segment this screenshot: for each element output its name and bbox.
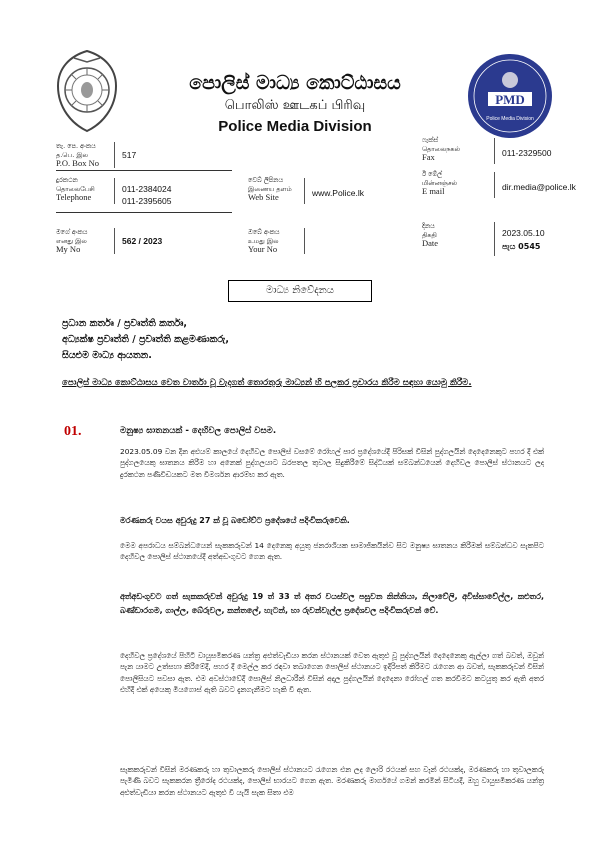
date-value: 2023.05.10	[502, 228, 545, 238]
section-heading: මනුෂ්‍ය ඝාතනයක් - දෙහිවල පොලිස් වසම.	[120, 426, 277, 436]
paragraph-3: මෙම අපරාධය සම්බන්ධයෙන් සැකකරුවන් 14 දෙනෙකු අයුතු ජනරාශියක සාමාජිකයින්ව සිට මනුෂ්‍ය ඝාතනය කිරීමක් සම්බන්ධව සැකපිට දෙහිවල පොලිස් ස්ථානයේදී අත්අඩංගුවට ගෙන ඇත.	[120, 541, 544, 562]
fax-label: ෆැක්ස් தொலைநகல் Fax	[422, 136, 460, 162]
paragraph-6: සැකකරුවන් විසින් මරණකරු හා තුවාලකරු පොලිස් ස්ථානයට රැගෙන එන ලද ලොරි රථයක් සහ වෑන් රථයක්ද, මරණකරු හා තුවාලකරු පැමිණි බවට සැකකරන ත්‍රීරෝද රථයක්ද, පොලිස් භාරයට ගෙන ඇත. මරණකරු මාර්ගයේ ගමන් කරමින් සිටියදී, ඔහු වායුසමීකරණ යන්ත්‍ර අළුත්වැඩියා කරන ස්ථානයට ඇතුළු වී යැයි සැක සිතා එම	[120, 765, 544, 797]
section-number: 01.	[64, 424, 82, 439]
recipient-2: අධ්‍යක්ෂ ප්‍රවෘත්ති / ප්‍රවෘත්ති කළමණාකරු,	[62, 334, 229, 345]
pobox-label: තැ. පෙ. අංකය த.பெ. இல P.O. Box No	[56, 142, 99, 168]
header-title-sinhala: පොලිස් මාධ්‍ය කොට්ඨාසය	[189, 72, 401, 94]
paragraph-1: 2023.05.09 වන දින අළුයම් කාලයේ දෙහිවල පොලිස් වසමේ රෝහල් පාර ප්‍රදේශයේදී පිරිසක් විසින් පුද්ගලයින් දෙදෙනෙකුට පහර දී එක් පුද්ගලයෙකු ඝාතනය කිරීම හා අනෙක් පුද්ගලයාට බරපතල තුවාල සිදුකිරීමේ සිද්ධියක් සම්බන්ධයෙන් දෙහිවල පොලිස් ස්ථානයට ලද දුරකථන පණිවිඩයකට මත විමර්ශන ආරම්භ කර ඇත.	[120, 447, 544, 479]
pmd-logo-ring-text: Police Media Division	[486, 116, 534, 122]
recipient-3: සියළුම මාධ්‍ය ආයතන.	[62, 350, 152, 361]
website-label: වෙබ් ලිපිනය இணைய தளம் Web Site	[248, 176, 292, 202]
paragraph-2: මරණකරු වයස අවුරුදු 27 ක් වූ බඩෝව්ට ප්‍රදේශයේ පදිංචිකරුවෙකි.	[120, 516, 350, 525]
header-title-tamil: பொலிஸ் ஊடகப் பிரிவு	[224, 98, 366, 113]
time-value: පැය 0545	[502, 242, 541, 251]
myno-label: මගේ අංකය எனது இல My No	[56, 228, 88, 254]
pmd-logo-icon	[466, 52, 554, 140]
fax-value: 011-2329500	[502, 148, 552, 158]
paragraph-4: අත්අඩංගුවට ගත් සැකකරුවන් අවුරුදු 19 ත් 33 ත් අතර වයස්වල පසුවන කින්නියා, නිලාවේලි, අවිස්සාවේල්ල, කළුතර, බණ්ඩාරගම, ගාල්ල, බේරුවල, කන්තලේ, හැටන්, හා රුවන්වැල්ල ප්‍රදේශවල පදිංචිකරුවන් වේ.	[120, 592, 544, 615]
email-value: dir.media@police.lk	[502, 182, 576, 192]
myno-value: 562 / 2023	[122, 236, 163, 246]
website-value: www.Police.lk	[312, 188, 364, 198]
header-title-english: Police Media Division	[218, 118, 372, 135]
police-emblem-icon	[52, 48, 122, 134]
email-label: ඊ මේල් மின்னஞ்சல் E mail	[422, 170, 457, 196]
telephone-value-1: 011-2384024	[122, 184, 172, 194]
pobox-value: 517	[122, 150, 137, 160]
notice-title: මාධ්‍ය නිවේදනය	[228, 280, 372, 302]
subject-line: පොලිස් මාධ්‍ය කොට්ඨාසය වෙත වාර්තා වූ වැදගත් තොරතුරු මාධ්‍යන් හි පලකර ප්‍රචාරය කිරීම සඳහා යොමු කිරීම.	[62, 378, 472, 388]
telephone-value-2: 011-2395605	[122, 196, 172, 206]
yourno-label: ඔබේ අංකය உமது இல Your No	[248, 228, 280, 254]
recipient-1: ප්‍රධාන කර්තෘ / ප්‍රවෘත්ති කර්තෘ,	[62, 318, 188, 329]
paragraph-5: දෙහිවල ප්‍රදේශයේ පිහිටි වායුසමීකරණ යන්ත්‍ර අළුත්වැඩියා කරන ස්ථානයක් වෙත ඇතුළු වූ පුද්ගලයින් දෙදෙනෙකු ඇල්ලා ගත් බවත්, ඔවුන් පැන යාමට උත්සහා කිරීමේදී, පහර දී මෙල්ල කර රඳවා තබාගෙන පොලිස් ස්ථානයට ඉදිරිපත් කිරීමට රැගෙන ආ බවත්, සැකකරුවන් විසින් පොලිසියට පවසා ඇත. එම අවස්ථාවේදී පොලිස් නිලධාරීන් විසින් අදාල පුද්ගලයින් දෙදෙනා රෝහල් ගත කරවීමට කටයුතු කර ඇති අතර එහිදී එක් අයෙකු මියගොස් ඇති බවට දැනගැනීමට හැකි වී ඇත.	[120, 651, 544, 694]
pmd-logo-text: PMD	[495, 92, 525, 107]
date-label: දිනය திகதி Date	[422, 222, 439, 248]
telephone-label: දුරකථන தொலைபேசி Telephone	[56, 176, 95, 202]
